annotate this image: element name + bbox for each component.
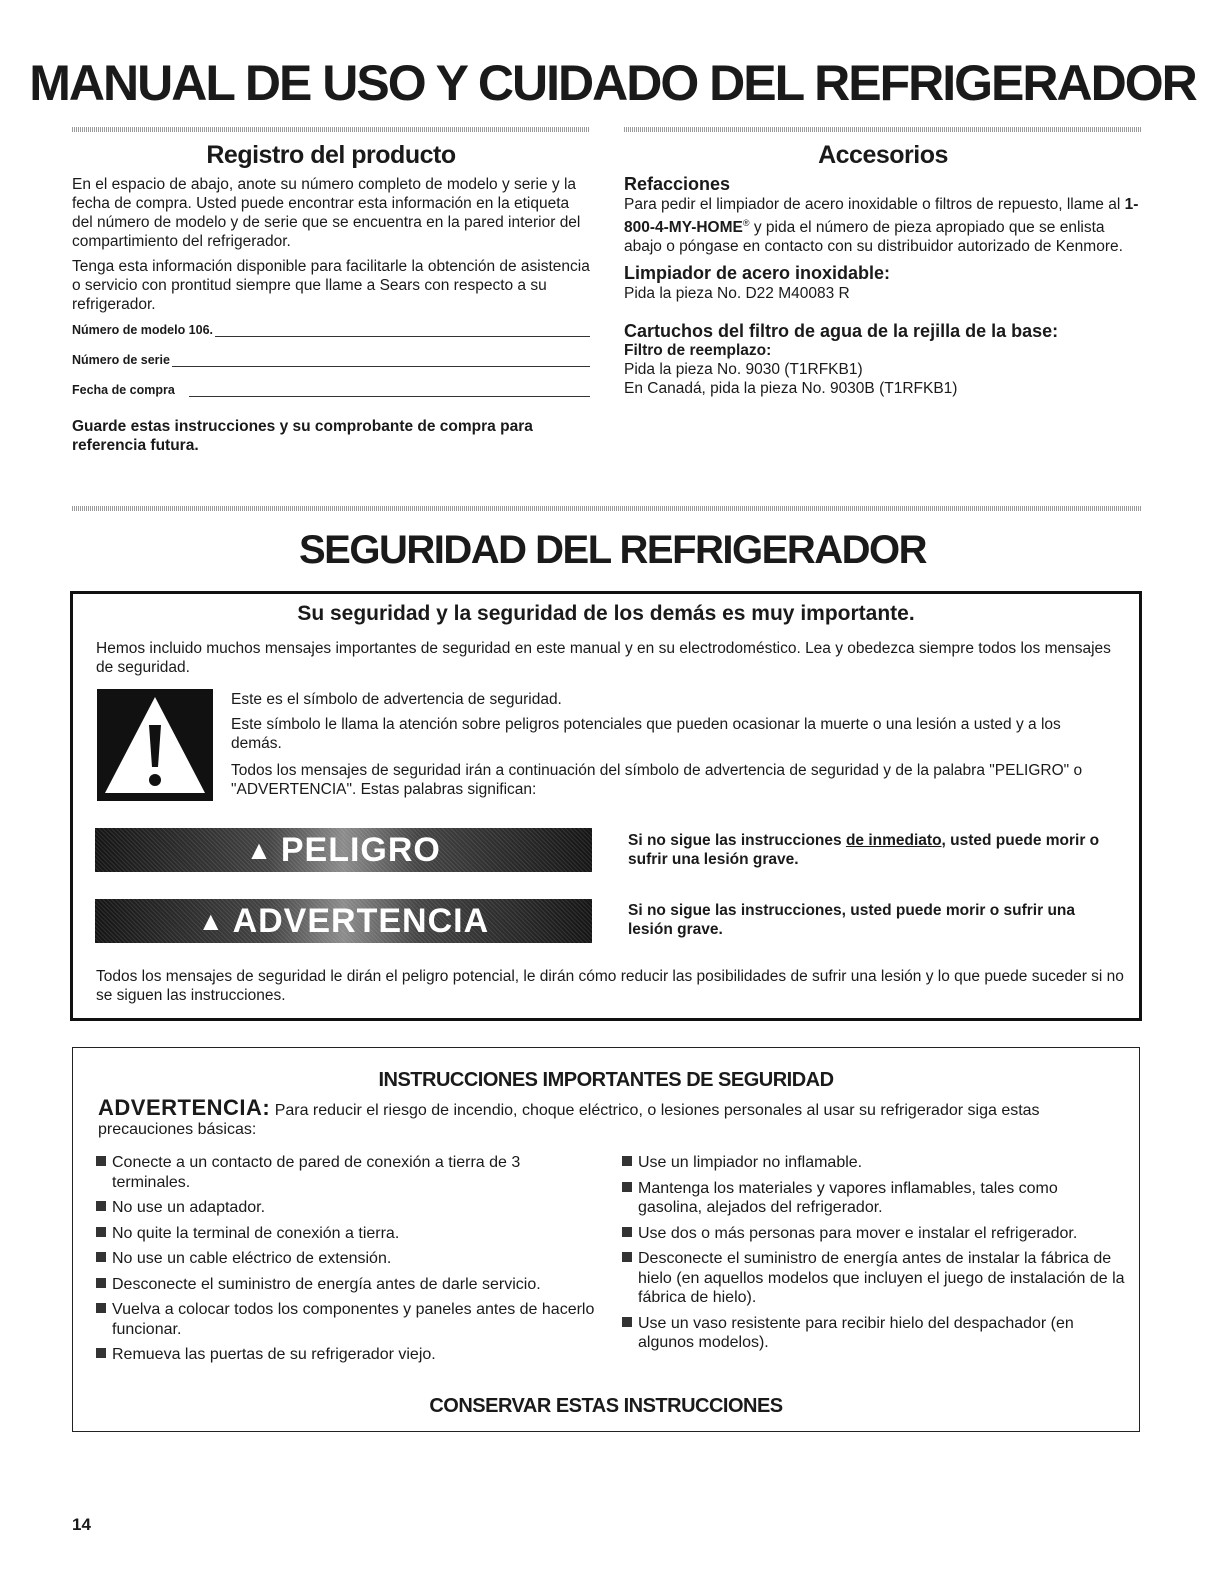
divider bbox=[72, 506, 1142, 511]
model-number-field[interactable] bbox=[72, 323, 590, 337]
list-item bbox=[90, 1198, 595, 1218]
divider bbox=[72, 127, 590, 132]
phone-number: 1-800-4-MY-HOME bbox=[624, 196, 1139, 237]
list-item-text: Use dos o más personas para mover e instalar el refrigerador. bbox=[638, 1224, 1078, 1242]
save-instructions: CONSERVAR ESTAS INSTRUCCIONES bbox=[429, 1395, 783, 1417]
precautions-list-left bbox=[90, 1153, 595, 1371]
list-item bbox=[616, 1314, 1126, 1353]
parts-text-end: y pida el número de pieza apropiado que se enlista abajo o póngase en contacto con su distribuidor autorizado de Kenmore. bbox=[624, 219, 1123, 256]
instructions-heading: INSTRUCCIONES IMPORTANTES DE SEGURIDAD bbox=[378, 1069, 834, 1091]
warning-text: Para reducir el riesgo de incendio, choque eléctrico, o lesiones personales al usar su refrigerador siga estas precauciones básicas: bbox=[98, 1102, 1040, 1138]
warning-meaning: Si no sigue las instrucciones, usted puede morir o sufrir una lesión grave. bbox=[628, 902, 1076, 938]
list-item-text: Vuelva a colocar todos los componentes y paneles antes de hacerlo funcionar. bbox=[112, 1301, 595, 1338]
bullet-square-icon bbox=[96, 1201, 106, 1211]
accessories-section bbox=[624, 143, 1142, 398]
parts-heading: Refacciones bbox=[624, 174, 731, 194]
danger-text-start: Si no sigue las instrucciones bbox=[628, 832, 846, 849]
alert-triangle-icon: ▲ bbox=[197, 905, 225, 936]
page-number: 14 bbox=[72, 1515, 91, 1534]
purchase-date-line bbox=[189, 384, 590, 397]
symbol-description-1: Este es el símbolo de advertencia de seguridad. bbox=[231, 691, 562, 708]
list-item bbox=[90, 1300, 595, 1339]
list-item-text: No quite la terminal de conexión a tierra. bbox=[112, 1224, 400, 1242]
safety-message-box bbox=[70, 591, 1142, 1021]
bullet-square-icon bbox=[96, 1252, 106, 1262]
filter-heading: Cartuchos del filtro de agua de la rejilla de la base: bbox=[624, 321, 1059, 342]
divider bbox=[624, 127, 1142, 132]
danger-label: PELIGRO bbox=[280, 830, 441, 869]
list-item-text: Desconecte el suministro de energía antes de instalar la fábrica de hielo (en aquellos modelos que incluyen el juego de instalación de la fábrica de hielo). bbox=[638, 1250, 1125, 1306]
page-title: MANUAL DE USO Y CUIDADO DEL REFRIGERADOR bbox=[29, 55, 1196, 111]
safety-intro: Hemos incluido muchos mensajes importantes de seguridad en este manual y en su electrodoméstico. Lea y obedezca siempre todos los mensajes de seguridad. bbox=[96, 640, 1111, 676]
bullet-square-icon bbox=[96, 1227, 106, 1237]
purchase-date-field[interactable] bbox=[72, 383, 590, 397]
parts-text bbox=[624, 195, 1142, 256]
list-item bbox=[616, 1224, 1126, 1244]
cleaner-heading: Limpiador de acero inoxidable: bbox=[624, 263, 891, 284]
serial-number-line bbox=[172, 354, 590, 367]
purchase-date-label: Fecha de compra bbox=[72, 383, 175, 397]
product-registration-section bbox=[72, 143, 590, 455]
keep-instructions-note: Guarde estas instrucciones y su comprobante de compra para referencia futura. bbox=[72, 418, 533, 454]
list-item-text: Mantenga los materiales y vapores inflamables, tales como gasolina, alejados del refrigerador. bbox=[638, 1179, 1058, 1216]
list-item bbox=[616, 1153, 1126, 1173]
safety-alert-icon bbox=[97, 689, 213, 801]
bullet-square-icon bbox=[96, 1348, 106, 1358]
serial-number-field[interactable] bbox=[72, 353, 590, 367]
bullet-square-icon bbox=[96, 1278, 106, 1288]
alert-triangle-icon: ▲ bbox=[246, 834, 273, 865]
list-item bbox=[90, 1224, 595, 1244]
bullet-square-icon bbox=[96, 1156, 106, 1166]
list-item bbox=[616, 1249, 1126, 1308]
bullet-square-icon bbox=[622, 1156, 632, 1166]
registration-heading: Registro del producto bbox=[206, 141, 456, 169]
list-item-text: Use un vaso resistente para recibir hielo del despachador (en algunos modelos). bbox=[638, 1314, 1074, 1351]
bullet-square-icon bbox=[622, 1317, 632, 1327]
bullet-square-icon bbox=[622, 1182, 632, 1192]
safety-box-heading: Su seguridad y la seguridad de los demás es muy importante. bbox=[297, 602, 915, 625]
symbol-description-3: Todos los mensajes de seguridad irán a continuación del símbolo de advertencia de seguridad y de la palabra "PELIGRO" o "ADVERTENCIA". Estas palabras significan: bbox=[231, 762, 1083, 798]
list-item bbox=[90, 1249, 595, 1269]
precautions-list-right bbox=[616, 1153, 1126, 1359]
warning-signal-banner bbox=[95, 899, 592, 943]
danger-text-underline: de inmediato bbox=[845, 832, 942, 849]
accessories-heading: Accesorios bbox=[818, 141, 948, 169]
warning-word: ADVERTENCIA: bbox=[98, 1095, 271, 1120]
symbol-description-2: Este símbolo le llama la atención sobre peligros potenciales que pueden ocasionar la muerte o una lesión a usted y a los demás. bbox=[231, 716, 1061, 752]
list-item-text: No use un cable eléctrico de extensión. bbox=[112, 1250, 392, 1267]
list-item-text: Use un limpiador no inflamable. bbox=[638, 1154, 863, 1171]
bullet-square-icon bbox=[96, 1303, 106, 1313]
warning-label: ADVERTENCIA bbox=[232, 901, 490, 940]
warning-triangle-icon bbox=[97, 689, 213, 801]
list-item-text: Remueva las puertas de su refrigerador viejo. bbox=[112, 1346, 436, 1363]
danger-signal-banner bbox=[95, 828, 592, 872]
list-item bbox=[616, 1179, 1126, 1218]
list-item bbox=[90, 1275, 595, 1295]
bullet-square-icon bbox=[622, 1252, 632, 1262]
registration-text-2: Tenga esta información disponible para facilitarle la obtención de asistencia o servicio con prontitud siempre que llame a Sears con respecto a su refrigerador. bbox=[72, 258, 590, 313]
instructions-warning bbox=[98, 1095, 1118, 1139]
model-number-label: Número de modelo 106. bbox=[72, 323, 214, 337]
important-instructions-box bbox=[72, 1047, 1140, 1432]
bullet-square-icon bbox=[622, 1227, 632, 1237]
safety-title: SEGURIDAD DEL REFRIGERADOR bbox=[299, 528, 926, 572]
serial-number-label: Número de serie bbox=[72, 353, 170, 367]
registration-text: En el espacio de abajo, anote su número completo de modelo y serie y la fecha de compra. Usted puede encontrar esta información en la etiqueta del número de modelo y de serie que se encuentra en la pared interior del compartimiento del refrigerador. bbox=[72, 176, 581, 250]
cleaner-part: Pida la pieza No. D22 M40083 R bbox=[624, 285, 850, 303]
filter-part: Pida la pieza No. 9030 (T1RFKB1) bbox=[624, 361, 863, 379]
list-item bbox=[90, 1345, 595, 1365]
list-item-text: No use un adaptador. bbox=[112, 1199, 266, 1216]
danger-meaning bbox=[628, 831, 1118, 869]
model-number-line bbox=[215, 324, 590, 337]
list-item-text: Conecte a un contacto de pared de conexión a tierra de 3 terminales. bbox=[112, 1154, 521, 1191]
parts-text-start: Para pedir el limpiador de acero inoxidable o filtros de repuesto, llame al bbox=[624, 196, 1125, 213]
list-item-text: Desconecte el suministro de energía antes de darle servicio. bbox=[112, 1275, 541, 1293]
filter-subheading: Filtro de reemplazo: bbox=[624, 342, 772, 360]
safety-footer: Todos los mensajes de seguridad le dirán el peligro potencial, le dirán cómo reducir las posibilidades de sufrir una lesión y lo que puede suceder si no se siguen las instrucciones. bbox=[96, 968, 1124, 1004]
filter-part-canada: En Canadá, pida la pieza No. 9030B (T1RFKB1) bbox=[624, 380, 958, 398]
danger-text-end: , usted puede morir o sufrir una lesión grave. bbox=[628, 832, 1100, 868]
list-item bbox=[90, 1153, 595, 1192]
registered-mark: ® bbox=[742, 218, 750, 228]
